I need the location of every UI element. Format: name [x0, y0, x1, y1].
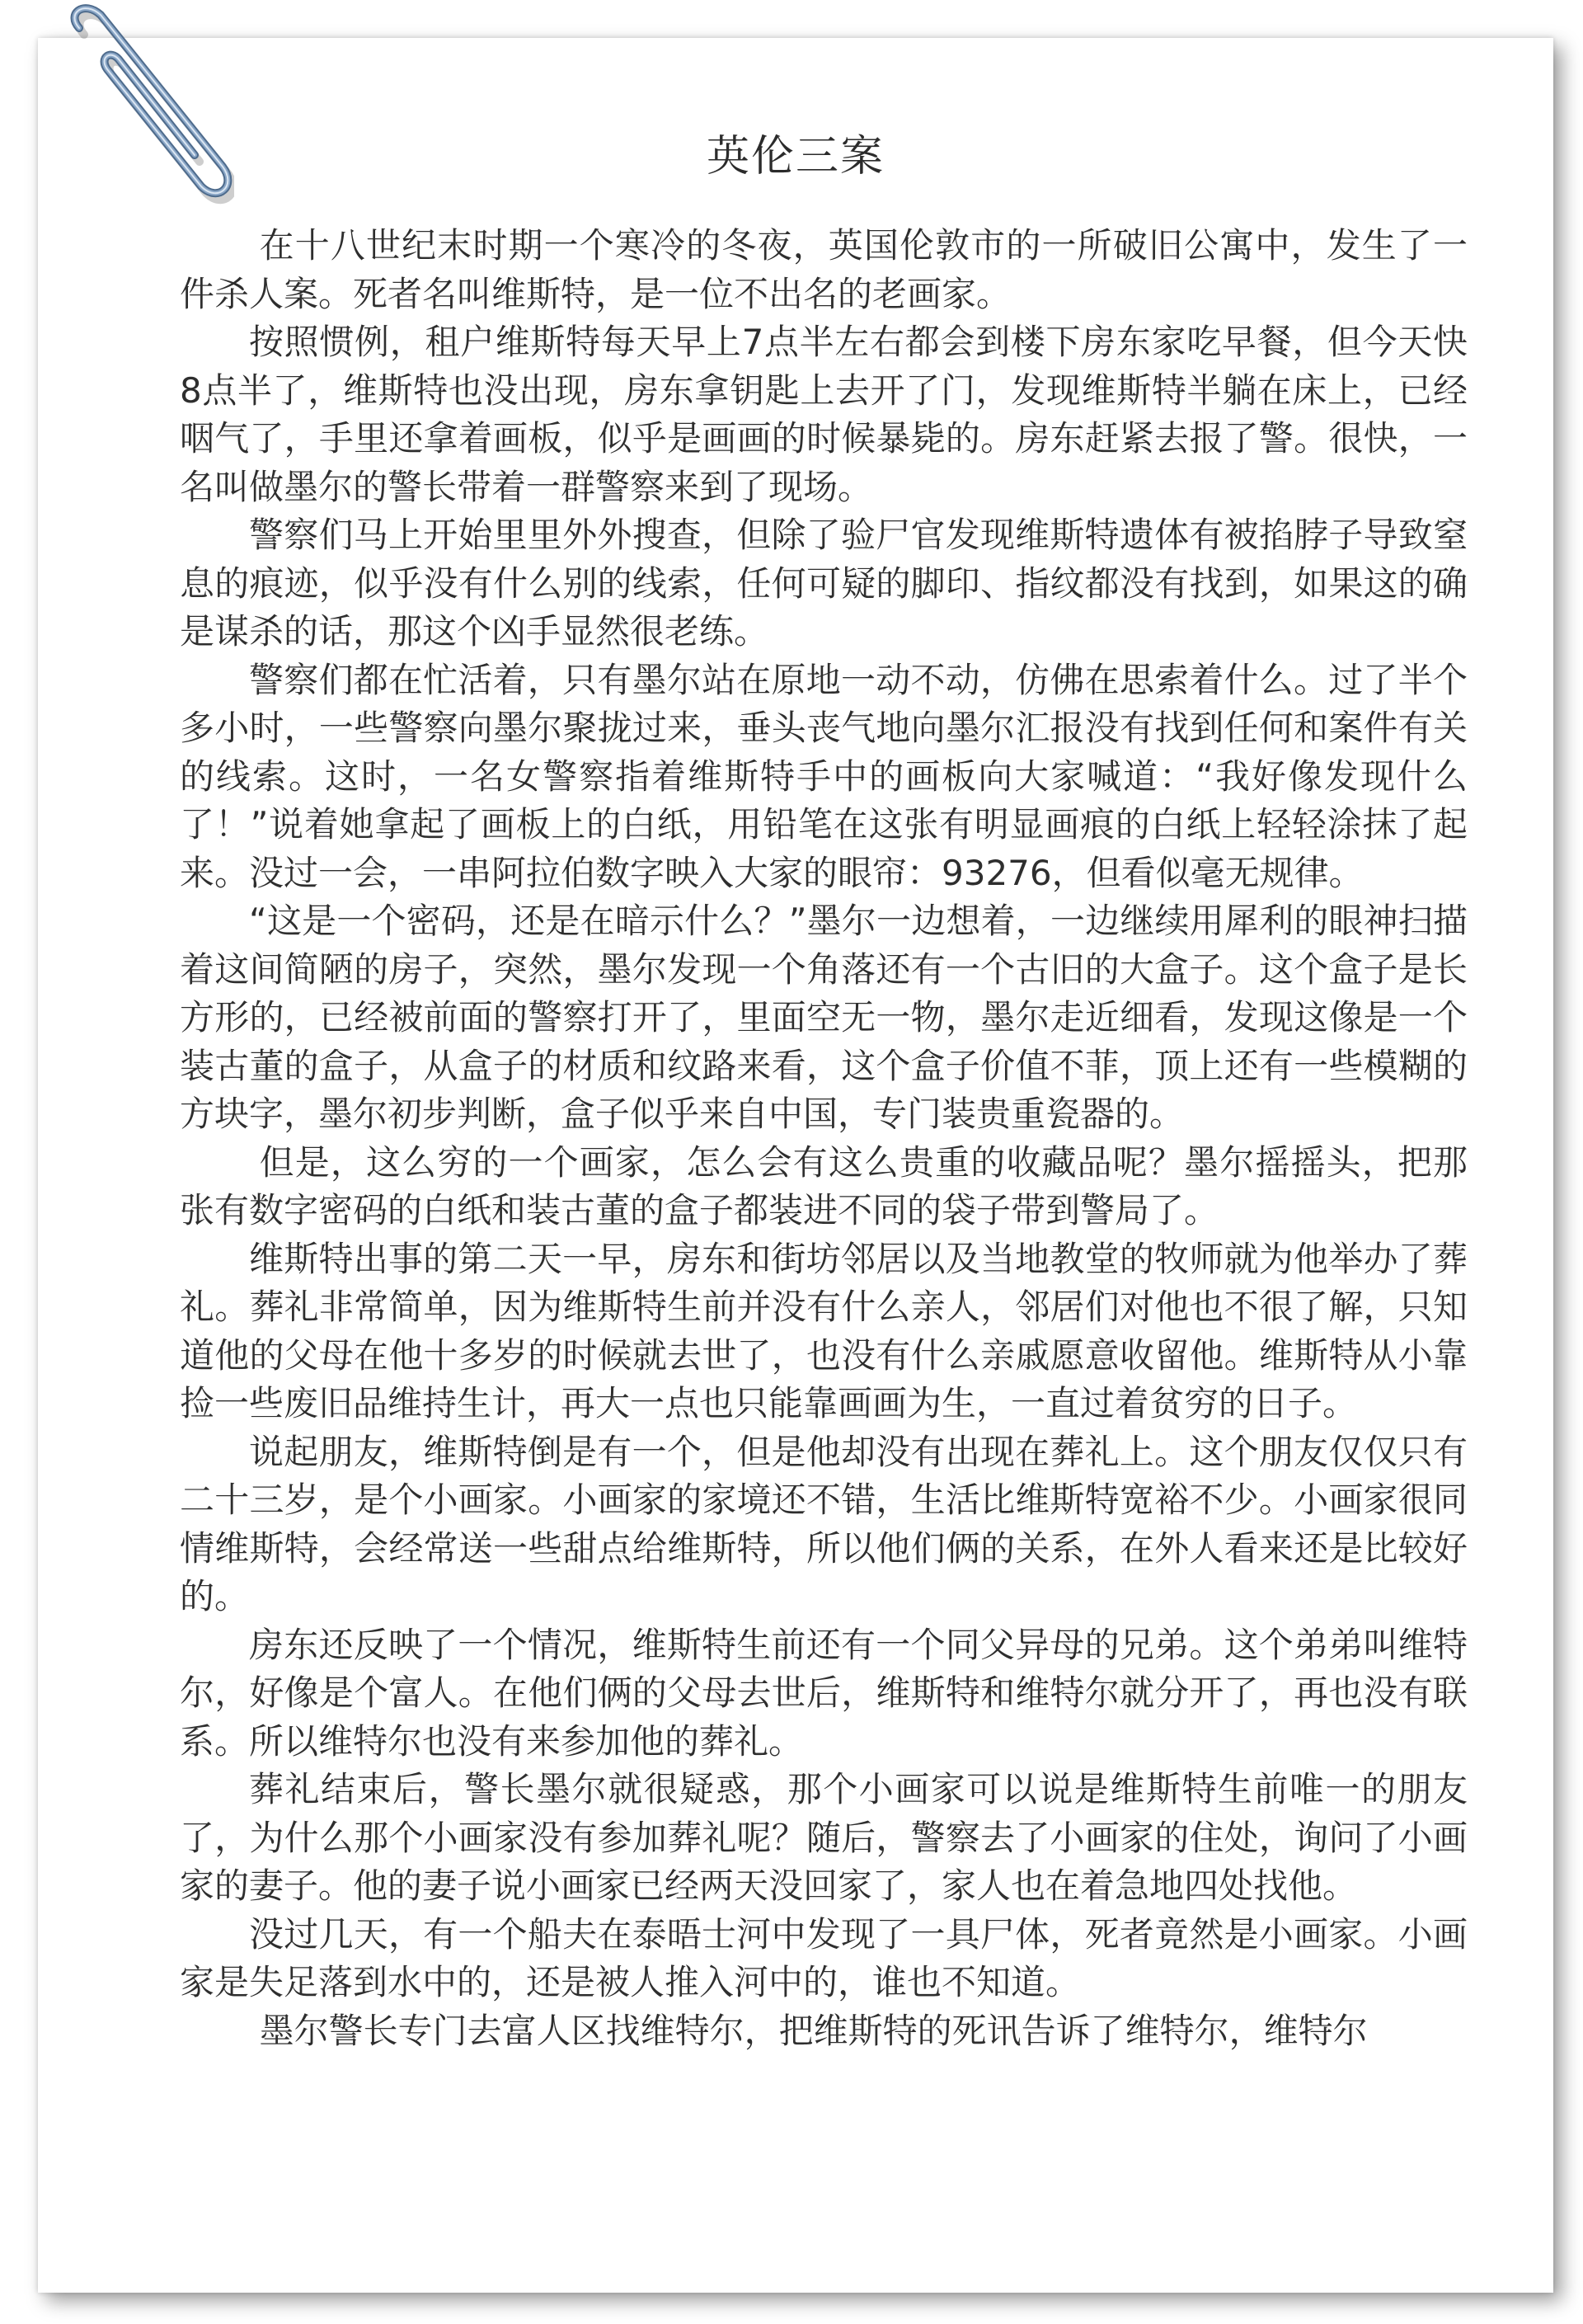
paperclip-icon	[61, 0, 234, 214]
paragraph-2: 按照惯例，租户维斯特每天早上7点半左右都会到楼下房东家吃早餐，但今天快8点半了，维斯特也没出现，房东拿钥匙上去开了门，发现维斯特半躺在床上，已经咽气了，手里还拿着画板，似乎是画画的时候暴毙的。房东赶紧去报了警。很快，一名叫做墨尔的警长带着一群警察来到了现场。	[180, 322, 1468, 507]
paragraph-8: 说起朋友，维斯特倒是有一个，但是他却没有出现在葬礼上。这个朋友仅仅只有二十三岁，是个小画家。小画家的家境还不错，生活比维斯特宽裕不少。小画家很同情维斯特，会经常送一些甜点给维斯特，所以他们俩的关系，在外人看来还是比较好的。	[180, 1431, 1468, 1616]
paragraph-5: “这是一个密码，还是在暗示什么？”墨尔一边想着，一边继续用犀利的眼神扫描着这间简陋的房子，突然，墨尔发现一个角落还有一个古旧的大盒子。这个盒子是长方形的，已经被前面的警察打开了，里面空无一物，墨尔走近细看，发现这像是一个装古董的盒子，从盒子的材质和纹路来看，这个盒子价值不菲，顶上还有一些模糊的方块字，墨尔初步判断，盒子似乎来自中国，专门装贵重瓷器的。	[180, 901, 1468, 1134]
paragraph-6: 但是，这么穷的一个画家，怎么会有这么贵重的收藏品呢？墨尔摇摇头，把那张有数字密码的白纸和装古董的盒子都装进不同的袋子带到警局了。	[180, 1141, 1468, 1230]
document-title: 英伦三案	[706, 132, 885, 181]
document-body	[180, 222, 1468, 2055]
paragraph-4: 警察们都在忙活着，只有墨尔站在原地一动不动，仿佛在思索着什么。过了半个多小时，一些警察向墨尔聚拢过来，垂头丧气地向墨尔汇报没有找到任何和案件有关的线索。这时，一名女警察指着维斯特手中的画板向大家喊道：“我好像发现什么了！”说着她拿起了画板上的白纸，用铅笔在这张有明显画痕的白纸上轻轻涂抹了起来。没过一会，一串阿拉伯数字映入大家的眼帘：93276，但看似毫无规律。	[180, 659, 1468, 893]
paragraph-3: 警察们马上开始里里外外搜查，但除了验尸官发现维斯特遗体有被掐脖子导致窒息的痕迹，似乎没有什么别的线索，任何可疑的脚印、指纹都没有找到，如果这的确是谋杀的话，那这个凶手显然很老练。	[180, 515, 1468, 652]
paragraph-1: 在十八世纪末时期一个寒冷的冬夜，英国伦敦市的一所破旧公寓中，发生了一件杀人案。死者名叫维斯特，是一位不出名的老画家。	[180, 225, 1468, 314]
paragraph-11: 没过几天，有一个船夫在泰晤士河中发现了一具尸体，死者竟然是小画家。小画家是失足落到水中的，还是被人推入河中的，谁也不知道。	[180, 1913, 1468, 2002]
paragraph-12: 墨尔警长专门去富人区找维特尔，把维斯特的死讯告诉了维特尔，维特尔	[259, 2010, 1368, 2051]
paragraph-7: 维斯特出事的第二天一早，房东和街坊邻居以及当地教堂的牧师就为他举办了葬礼。葬礼非常简单，因为维斯特生前并没有什么亲人，邻居们对他也不很了解，只知道他的父母在他十多岁的时候就去世了，也没有什么亲戚愿意收留他。维斯特从小靠捡一些废旧品维持生计，再大一点也只能靠画画为生，一直过着贫穷的日子。	[180, 1238, 1468, 1423]
document-page	[38, 38, 1553, 2293]
paragraph-10: 葬礼结束后，警长墨尔就很疑惑，那个小画家可以说是维斯特生前唯一的朋友了，为什么那个小画家没有参加葬礼呢？随后，警察去了小画家的住处，询问了小画家的妻子。他的妻子说小画家已经两天没回家了，家人也在着急地四处找他。	[180, 1769, 1468, 1906]
paragraph-9: 房东还反映了一个情况，维斯特生前还有一个同父异母的兄弟。这个弟弟叫维特尔，好像是个富人。在他们俩的父母去世后，维斯特和维特尔就分开了，再也没有联系。所以维特尔也没有来参加他的葬礼。	[180, 1624, 1468, 1762]
